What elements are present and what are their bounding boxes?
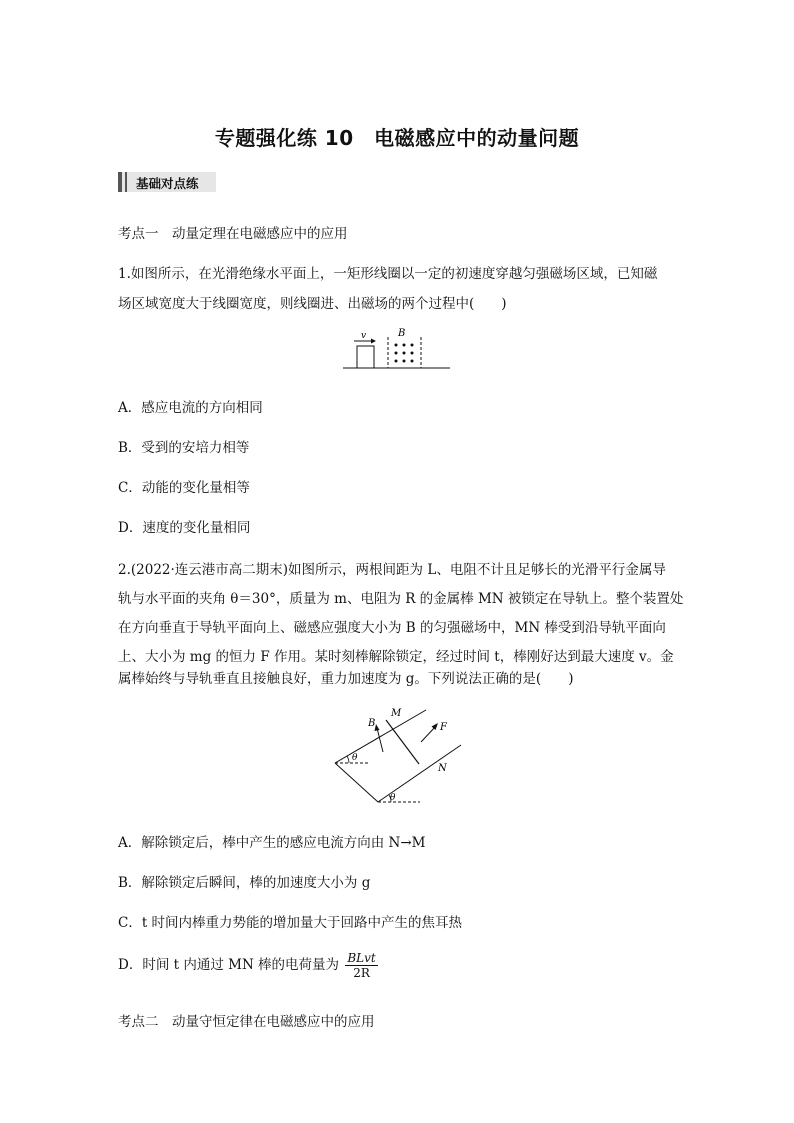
q2-figure	[328, 700, 468, 810]
q1-text-line2: 场区域宽度大于线圈宽度，则线圈进、出磁场的两个过程中( )	[118, 296, 507, 312]
q1-option-c: C．动能的变化量相等	[118, 480, 250, 496]
topic-heading-2: 考点二 动量守恒定律在电磁感应中的应用	[118, 1014, 375, 1030]
rail-connector	[335, 763, 378, 802]
fraction-denominator: 2R	[353, 966, 370, 980]
velocity-arrowhead	[371, 339, 376, 344]
q2-text-line5: 属棒始终与导轨垂直且接触良好，重力加速度为 g。下列说法正确的是( )	[118, 671, 574, 687]
angle-label-2: θ	[390, 793, 396, 803]
coil	[357, 346, 374, 368]
metal-rod-mn	[386, 720, 419, 764]
section-tag	[118, 172, 216, 192]
q2-option-c: C．t 时间内棒重力势能的增加量大于回路中产生的焦耳热	[118, 915, 463, 931]
q1-option-a: A．感应电流的方向相同	[118, 400, 263, 416]
field-dots	[395, 344, 414, 363]
fraction-numerator: BLvt	[347, 951, 376, 965]
q1-figure	[340, 325, 455, 373]
field-arrow	[377, 728, 383, 752]
page-title: 专题强化练 10 电磁感应中的动量问题	[214, 126, 580, 150]
q2-option-b: B．解除锁定后瞬间，棒的加速度大小为 g	[118, 875, 371, 891]
q2-text-line3: 在方向垂直于导轨平面向上、磁感应强度大小为 B 的匀强磁场中，MN 棒受到沿导轨平面向	[118, 620, 666, 636]
rod-label-n: N	[438, 763, 447, 774]
angle-arc-1	[347, 756, 349, 763]
charge-fraction	[345, 951, 377, 980]
velocity-label: v	[361, 331, 367, 341]
q2-option-d	[118, 951, 378, 980]
q1-text-line1: 1.如图所示，在光滑绝缘水平面上，一矩形线圈以一定的初速度穿越匀强磁场区域，已知磁	[118, 266, 658, 282]
q2-text-line4: 上、大小为 mg 的恒力 F 作用。某时刻棒解除锁定，经过时间 t，棒刚好达到最大速度 v。金	[118, 649, 674, 665]
rod-label-m: M	[391, 708, 402, 719]
q1-option-b: B．受到的安培力相等	[118, 440, 250, 456]
field-label: B	[398, 328, 406, 339]
angle-label-1: θ	[352, 753, 358, 763]
q1-option-d: D．速度的变化量相同	[118, 520, 251, 536]
force-arrowhead	[432, 723, 439, 730]
force-label-f: F	[440, 722, 447, 733]
section-tag-label: 基础对点练	[136, 176, 199, 191]
field-label-b: B	[368, 718, 376, 729]
q2-option-a: A．解除锁定后，棒中产生的感应电流方向由 N→M	[118, 835, 426, 851]
tag-bar	[125, 172, 127, 192]
topic-heading-1: 考点一 动量定理在电磁感应中的应用	[118, 226, 348, 242]
q2-text-line2: 轨与水平面的夹角 θ＝30°，质量为 m、电阻为 R 的金属棒 MN 被锁定在导轨上。整个装置处	[118, 591, 684, 607]
q2-option-d-text: D．时间 t 内通过 MN 棒的电荷量为	[118, 957, 340, 973]
q2-text-line1: 2.(2022·连云港市高二期末)如图所示，两根间距为 L、电阻不计且足够长的光滑平行金属导	[118, 562, 666, 578]
